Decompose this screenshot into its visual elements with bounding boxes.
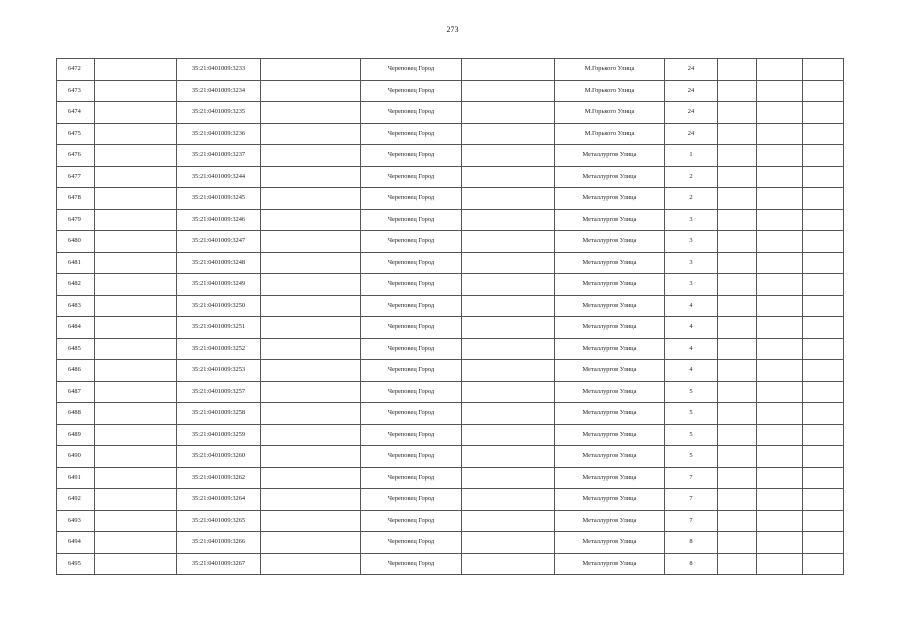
empty-cell xyxy=(718,145,757,167)
house-number-cell: 4 xyxy=(665,295,718,317)
row-number-cell: 6492 xyxy=(57,489,95,511)
empty-cell xyxy=(261,338,361,360)
empty-cell xyxy=(757,59,803,81)
house-number-cell: 5 xyxy=(665,446,718,468)
city-cell: Череповец Город xyxy=(361,59,462,81)
empty-cell xyxy=(95,188,177,210)
empty-cell xyxy=(261,532,361,554)
empty-cell xyxy=(462,59,555,81)
empty-cell xyxy=(261,166,361,188)
empty-cell xyxy=(462,252,555,274)
empty-cell xyxy=(261,467,361,489)
row-number-cell: 6475 xyxy=(57,123,95,145)
house-number-cell: 8 xyxy=(665,553,718,575)
empty-cell xyxy=(95,166,177,188)
city-cell: Череповец Город xyxy=(361,317,462,339)
empty-cell xyxy=(261,102,361,124)
city-cell: Череповец Город xyxy=(361,188,462,210)
row-number-cell: 6481 xyxy=(57,252,95,274)
empty-cell xyxy=(261,209,361,231)
cadastral-number-cell: 35:21:0401009:3245 xyxy=(177,188,261,210)
empty-cell xyxy=(95,295,177,317)
empty-cell xyxy=(757,467,803,489)
row-number-cell: 6490 xyxy=(57,446,95,468)
empty-cell xyxy=(95,532,177,554)
empty-cell xyxy=(803,510,844,532)
empty-cell xyxy=(803,467,844,489)
empty-cell xyxy=(757,338,803,360)
street-cell: Металлургов Улица xyxy=(555,274,665,296)
empty-cell xyxy=(803,102,844,124)
city-cell: Череповец Город xyxy=(361,403,462,425)
empty-cell xyxy=(757,446,803,468)
street-cell: Металлургов Улица xyxy=(555,381,665,403)
row-number-cell: 6491 xyxy=(57,467,95,489)
street-cell: Металлургов Улица xyxy=(555,424,665,446)
cadastral-number-cell: 35:21:0401009:3265 xyxy=(177,510,261,532)
cadastral-number-cell: 35:21:0401009:3248 xyxy=(177,252,261,274)
empty-cell xyxy=(261,424,361,446)
house-number-cell: 5 xyxy=(665,424,718,446)
empty-cell xyxy=(718,252,757,274)
table-row xyxy=(57,532,844,554)
empty-cell xyxy=(757,80,803,102)
street-cell: Металлургов Улица xyxy=(555,209,665,231)
house-number-cell: 4 xyxy=(665,360,718,382)
empty-cell xyxy=(462,123,555,145)
row-number-cell: 6479 xyxy=(57,209,95,231)
city-cell: Череповец Город xyxy=(361,360,462,382)
cadastral-number-cell: 35:21:0401009:3236 xyxy=(177,123,261,145)
row-number-cell: 6487 xyxy=(57,381,95,403)
cadastral-number-cell: 35:21:0401009:3244 xyxy=(177,166,261,188)
street-cell: Металлургов Улица xyxy=(555,510,665,532)
table-row xyxy=(57,188,844,210)
cadastral-number-cell: 35:21:0401009:3262 xyxy=(177,467,261,489)
cadastral-number-cell: 35:21:0401009:3257 xyxy=(177,381,261,403)
empty-cell xyxy=(95,252,177,274)
empty-cell xyxy=(462,274,555,296)
empty-cell xyxy=(95,102,177,124)
empty-cell xyxy=(462,338,555,360)
table-row xyxy=(57,510,844,532)
empty-cell xyxy=(757,532,803,554)
city-cell: Череповец Город xyxy=(361,446,462,468)
empty-cell xyxy=(718,510,757,532)
empty-cell xyxy=(757,489,803,511)
empty-cell xyxy=(803,446,844,468)
empty-cell xyxy=(718,102,757,124)
row-number-cell: 6482 xyxy=(57,274,95,296)
empty-cell xyxy=(261,381,361,403)
cadastral-number-cell: 35:21:0401009:3249 xyxy=(177,274,261,296)
house-number-cell: 7 xyxy=(665,467,718,489)
house-number-cell: 5 xyxy=(665,381,718,403)
empty-cell xyxy=(803,381,844,403)
empty-cell xyxy=(718,403,757,425)
street-cell: Металлургов Улица xyxy=(555,231,665,253)
row-number-cell: 6485 xyxy=(57,338,95,360)
cadastral-number-cell: 35:21:0401009:3251 xyxy=(177,317,261,339)
street-cell: Металлургов Улица xyxy=(555,188,665,210)
table-row xyxy=(57,553,844,575)
city-cell: Череповец Город xyxy=(361,102,462,124)
city-cell: Череповец Город xyxy=(361,424,462,446)
empty-cell xyxy=(462,102,555,124)
table-body xyxy=(57,59,844,575)
house-number-cell: 3 xyxy=(665,252,718,274)
empty-cell xyxy=(757,360,803,382)
empty-cell xyxy=(261,231,361,253)
empty-cell xyxy=(803,123,844,145)
empty-cell xyxy=(95,231,177,253)
house-number-cell: 7 xyxy=(665,510,718,532)
empty-cell xyxy=(718,489,757,511)
table-row xyxy=(57,338,844,360)
empty-cell xyxy=(803,532,844,554)
empty-cell xyxy=(757,510,803,532)
city-cell: Череповец Город xyxy=(361,467,462,489)
empty-cell xyxy=(803,317,844,339)
empty-cell xyxy=(803,338,844,360)
row-number-cell: 6494 xyxy=(57,532,95,554)
street-cell: Металлургов Улица xyxy=(555,317,665,339)
empty-cell xyxy=(261,446,361,468)
empty-cell xyxy=(803,188,844,210)
empty-cell xyxy=(803,166,844,188)
empty-cell xyxy=(261,510,361,532)
row-number-cell: 6480 xyxy=(57,231,95,253)
cadastral-number-cell: 35:21:0401009:3250 xyxy=(177,295,261,317)
street-cell: М.Горького Улица xyxy=(555,59,665,81)
empty-cell xyxy=(95,338,177,360)
table-row xyxy=(57,424,844,446)
empty-cell xyxy=(803,553,844,575)
cadastral-number-cell: 35:21:0401009:3259 xyxy=(177,424,261,446)
empty-cell xyxy=(757,553,803,575)
table-row xyxy=(57,467,844,489)
house-number-cell: 24 xyxy=(665,102,718,124)
street-cell: Металлургов Улица xyxy=(555,252,665,274)
empty-cell xyxy=(803,231,844,253)
empty-cell xyxy=(261,403,361,425)
city-cell: Череповец Город xyxy=(361,510,462,532)
table-row xyxy=(57,381,844,403)
table-row xyxy=(57,446,844,468)
empty-cell xyxy=(95,553,177,575)
row-number-cell: 6495 xyxy=(57,553,95,575)
row-number-cell: 6483 xyxy=(57,295,95,317)
empty-cell xyxy=(718,553,757,575)
empty-cell xyxy=(261,553,361,575)
house-number-cell: 8 xyxy=(665,532,718,554)
city-cell: Череповец Город xyxy=(361,553,462,575)
empty-cell xyxy=(95,317,177,339)
street-cell: Металлургов Улица xyxy=(555,532,665,554)
empty-cell xyxy=(261,317,361,339)
empty-cell xyxy=(462,360,555,382)
empty-cell xyxy=(803,145,844,167)
empty-cell xyxy=(261,123,361,145)
empty-cell xyxy=(757,403,803,425)
empty-cell xyxy=(718,532,757,554)
street-cell: Металлургов Улица xyxy=(555,295,665,317)
table-row xyxy=(57,80,844,102)
empty-cell xyxy=(95,209,177,231)
empty-cell xyxy=(718,295,757,317)
cadastral-number-cell: 35:21:0401009:3234 xyxy=(177,80,261,102)
table-row xyxy=(57,360,844,382)
empty-cell xyxy=(261,295,361,317)
city-cell: Череповец Город xyxy=(361,532,462,554)
empty-cell xyxy=(803,403,844,425)
empty-cell xyxy=(95,424,177,446)
empty-cell xyxy=(462,489,555,511)
row-number-cell: 6489 xyxy=(57,424,95,446)
city-cell: Череповец Город xyxy=(361,295,462,317)
city-cell: Череповец Город xyxy=(361,166,462,188)
house-number-cell: 24 xyxy=(665,80,718,102)
table-row xyxy=(57,274,844,296)
row-number-cell: 6484 xyxy=(57,317,95,339)
city-cell: Череповец Город xyxy=(361,489,462,511)
empty-cell xyxy=(803,59,844,81)
empty-cell xyxy=(757,317,803,339)
empty-cell xyxy=(95,80,177,102)
city-cell: Череповец Город xyxy=(361,123,462,145)
cadastral-number-cell: 35:21:0401009:3247 xyxy=(177,231,261,253)
table-row xyxy=(57,209,844,231)
empty-cell xyxy=(803,360,844,382)
house-number-cell: 3 xyxy=(665,209,718,231)
row-number-cell: 6486 xyxy=(57,360,95,382)
empty-cell xyxy=(95,467,177,489)
empty-cell xyxy=(462,381,555,403)
empty-cell xyxy=(462,403,555,425)
empty-cell xyxy=(757,145,803,167)
empty-cell xyxy=(462,532,555,554)
empty-cell xyxy=(462,188,555,210)
empty-cell xyxy=(803,209,844,231)
empty-cell xyxy=(718,381,757,403)
empty-cell xyxy=(757,252,803,274)
empty-cell xyxy=(718,209,757,231)
empty-cell xyxy=(462,295,555,317)
table-row xyxy=(57,145,844,167)
street-cell: Металлургов Улица xyxy=(555,553,665,575)
house-number-cell: 5 xyxy=(665,403,718,425)
row-number-cell: 6476 xyxy=(57,145,95,167)
table-row xyxy=(57,295,844,317)
empty-cell xyxy=(718,123,757,145)
empty-cell xyxy=(462,467,555,489)
empty-cell xyxy=(261,80,361,102)
empty-cell xyxy=(757,295,803,317)
row-number-cell: 6473 xyxy=(57,80,95,102)
empty-cell xyxy=(803,489,844,511)
table-row xyxy=(57,102,844,124)
cadastral-number-cell: 35:21:0401009:3260 xyxy=(177,446,261,468)
empty-cell xyxy=(718,424,757,446)
empty-cell xyxy=(95,489,177,511)
empty-cell xyxy=(95,145,177,167)
empty-cell xyxy=(718,274,757,296)
house-number-cell: 7 xyxy=(665,489,718,511)
empty-cell xyxy=(95,360,177,382)
table-row xyxy=(57,317,844,339)
street-cell: Металлургов Улица xyxy=(555,145,665,167)
empty-cell xyxy=(757,188,803,210)
cadastral-number-cell: 35:21:0401009:3264 xyxy=(177,489,261,511)
row-number-cell: 6472 xyxy=(57,59,95,81)
empty-cell xyxy=(803,424,844,446)
cadastral-number-cell: 35:21:0401009:3237 xyxy=(177,145,261,167)
cadastral-number-cell: 35:21:0401009:3266 xyxy=(177,532,261,554)
empty-cell xyxy=(462,145,555,167)
empty-cell xyxy=(757,274,803,296)
row-number-cell: 6478 xyxy=(57,188,95,210)
page-number: 273 xyxy=(446,25,459,34)
empty-cell xyxy=(757,209,803,231)
table-row xyxy=(57,123,844,145)
house-number-cell: 4 xyxy=(665,317,718,339)
empty-cell xyxy=(462,317,555,339)
empty-cell xyxy=(95,123,177,145)
house-number-cell: 24 xyxy=(665,123,718,145)
table-row xyxy=(57,403,844,425)
empty-cell xyxy=(757,381,803,403)
city-cell: Череповец Город xyxy=(361,209,462,231)
empty-cell xyxy=(261,59,361,81)
empty-cell xyxy=(261,489,361,511)
registry-table xyxy=(56,58,844,575)
city-cell: Череповец Город xyxy=(361,231,462,253)
empty-cell xyxy=(462,553,555,575)
street-cell: Металлургов Улица xyxy=(555,489,665,511)
empty-cell xyxy=(95,381,177,403)
street-cell: М.Горького Улица xyxy=(555,102,665,124)
empty-cell xyxy=(261,360,361,382)
empty-cell xyxy=(261,252,361,274)
house-number-cell: 4 xyxy=(665,338,718,360)
empty-cell xyxy=(757,231,803,253)
empty-cell xyxy=(95,274,177,296)
empty-cell xyxy=(462,209,555,231)
street-cell: Металлургов Улица xyxy=(555,360,665,382)
row-number-cell: 6474 xyxy=(57,102,95,124)
table-row xyxy=(57,231,844,253)
empty-cell xyxy=(462,510,555,532)
empty-cell xyxy=(718,80,757,102)
empty-cell xyxy=(462,166,555,188)
empty-cell xyxy=(718,467,757,489)
empty-cell xyxy=(718,59,757,81)
table-row xyxy=(57,59,844,81)
house-number-cell: 2 xyxy=(665,188,718,210)
city-cell: Череповец Город xyxy=(361,80,462,102)
empty-cell xyxy=(803,80,844,102)
empty-cell xyxy=(757,102,803,124)
city-cell: Череповец Город xyxy=(361,338,462,360)
house-number-cell: 3 xyxy=(665,231,718,253)
table-row xyxy=(57,166,844,188)
row-number-cell: 6488 xyxy=(57,403,95,425)
empty-cell xyxy=(95,446,177,468)
cadastral-number-cell: 35:21:0401009:3252 xyxy=(177,338,261,360)
empty-cell xyxy=(462,446,555,468)
empty-cell xyxy=(261,145,361,167)
empty-cell xyxy=(462,231,555,253)
city-cell: Череповец Город xyxy=(361,274,462,296)
table-row xyxy=(57,489,844,511)
empty-cell xyxy=(261,188,361,210)
cadastral-number-cell: 35:21:0401009:3258 xyxy=(177,403,261,425)
empty-cell xyxy=(803,295,844,317)
empty-cell xyxy=(718,338,757,360)
empty-cell xyxy=(261,274,361,296)
city-cell: Череповец Город xyxy=(361,381,462,403)
empty-cell xyxy=(803,252,844,274)
house-number-cell: 3 xyxy=(665,274,718,296)
city-cell: Череповец Город xyxy=(361,145,462,167)
empty-cell xyxy=(718,317,757,339)
street-cell: Металлургов Улица xyxy=(555,166,665,188)
street-cell: Металлургов Улица xyxy=(555,403,665,425)
empty-cell xyxy=(757,123,803,145)
row-number-cell: 6477 xyxy=(57,166,95,188)
table-row xyxy=(57,252,844,274)
empty-cell xyxy=(718,360,757,382)
cadastral-number-cell: 35:21:0401009:3267 xyxy=(177,553,261,575)
city-cell: Череповец Город xyxy=(361,252,462,274)
empty-cell xyxy=(718,231,757,253)
street-cell: Металлургов Улица xyxy=(555,467,665,489)
empty-cell xyxy=(462,80,555,102)
cadastral-number-cell: 35:21:0401009:3235 xyxy=(177,102,261,124)
street-cell: Металлургов Улица xyxy=(555,338,665,360)
empty-cell xyxy=(757,166,803,188)
empty-cell xyxy=(95,510,177,532)
house-number-cell: 24 xyxy=(665,59,718,81)
row-number-cell: 6493 xyxy=(57,510,95,532)
empty-cell xyxy=(803,274,844,296)
street-cell: Металлургов Улица xyxy=(555,446,665,468)
empty-cell xyxy=(462,424,555,446)
empty-cell xyxy=(757,424,803,446)
empty-cell xyxy=(95,403,177,425)
empty-cell xyxy=(718,166,757,188)
empty-cell xyxy=(95,59,177,81)
cadastral-number-cell: 35:21:0401009:3233 xyxy=(177,59,261,81)
cadastral-number-cell: 35:21:0401009:3246 xyxy=(177,209,261,231)
cadastral-number-cell: 35:21:0401009:3253 xyxy=(177,360,261,382)
house-number-cell: 1 xyxy=(665,145,718,167)
street-cell: М.Горького Улица xyxy=(555,123,665,145)
empty-cell xyxy=(718,446,757,468)
house-number-cell: 2 xyxy=(665,166,718,188)
street-cell: М.Горького Улица xyxy=(555,80,665,102)
empty-cell xyxy=(718,188,757,210)
